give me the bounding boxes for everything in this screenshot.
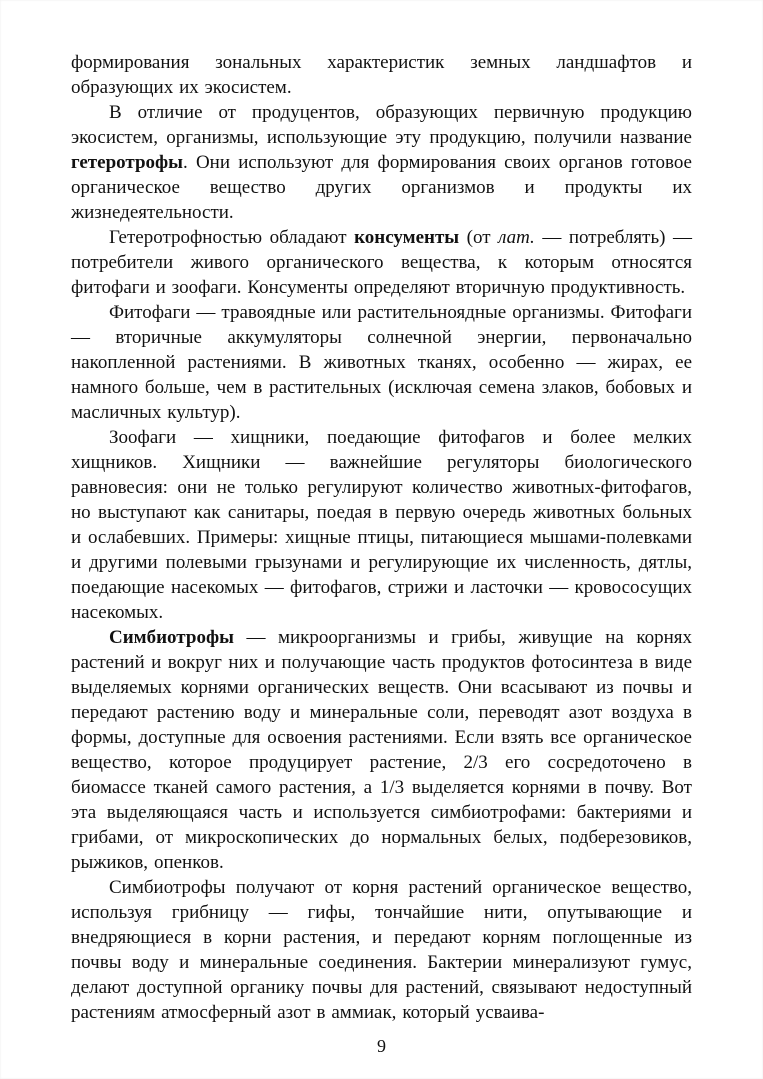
bold-term: гетеротрофы xyxy=(71,152,184,173)
text-run: Зоофаги — хищники, поедающие фитофагов и более мелких хищников. Хищники — важнейшие регуляторы биологического равновесия: они не только регулируют количество животных-фитофагов, но выступают как санитары, поедая в первую очередь животных больных и ослабевших. Примеры: хищные птицы, питающиеся мышами-полевками и другими полевыми грызунами и регулирующие их численность, дятлы, поедающие насекомых — фитофагов, стрижи и ласточки — кровососущих насекомых. xyxy=(71,427,692,623)
text-run: В отличие от продуцентов, образующих первичную продукцию экосистем, организмы, использующие эту продукцию, получили название xyxy=(71,102,692,148)
text-run: Симбиотрофы получают от корня растений органическое вещество, используя грибницу — гифы, тончайшие нити, опутывающие и внедряющиеся в корни растения, и передают корням поглощенные из почвы воду и минеральные соединения. Бактерии минерализуют гумус, делают доступной органику почвы для растений, связывают недоступный растениям атмосферный азот в аммиак, который усваива- xyxy=(71,877,692,1023)
text-run: формирования зональных характеристик земных ландшафтов и образующих их экосистем. xyxy=(71,52,692,98)
bold-term: консументы xyxy=(354,227,460,248)
paragraph xyxy=(71,100,692,225)
page-text xyxy=(71,50,692,1025)
bold-term: Симбиотрофы xyxy=(109,627,234,648)
text-run: (от xyxy=(459,227,499,248)
text-run: — потреблять) — потребители живого органического вещества, к которым относятся фитофаги и зоофаги. Консументы определяют вторичную продуктивность. xyxy=(71,227,692,298)
italic-term: лат. xyxy=(498,227,535,248)
text-run: . Они используют для формирования своих органов готовое органическое вещество других организмов и продукты их жизнедеятельности. xyxy=(71,152,692,223)
paragraph xyxy=(71,875,692,1025)
paragraph xyxy=(71,625,692,875)
text-run: — микроорганизмы и грибы, живущие на корнях растений и вокруг них и получающие часть продуктов фотосинтеза в виде выделяемых корнями органических веществ. Они всасывают из почвы и передают растению воду и минеральные соли, переводят азот воздуха в формы, доступные для освоения растениями. Если взять все органическое вещество, которое продуцирует растение, 2/3 его сосредоточено в биомассе тканей самого растения, а 1/3 выделяется корнями в почву. Вот эта выделяющаяся часть и используется симбиотрофами: бактериями и грибами, от микроскопических до нормальных белых, подберезовиков, рыжиков, опенков. xyxy=(71,627,692,873)
paragraph xyxy=(71,425,692,625)
text-run: Гетеротрофностью обладают xyxy=(109,227,355,248)
page-number: 9 xyxy=(377,1036,386,1056)
text-run: Фитофаги — травоядные или растительноядные организмы. Фитофаги — вторичные аккумуляторы солнечной энергии, первоначально накопленной растениями. В животных тканях, особенно — жирах, ее намного больше, чем в растительных (исключая семена злаков, бобовых и масличных культур). xyxy=(71,302,692,423)
paragraph xyxy=(71,50,692,100)
paragraph xyxy=(71,300,692,425)
paragraph xyxy=(71,225,692,300)
